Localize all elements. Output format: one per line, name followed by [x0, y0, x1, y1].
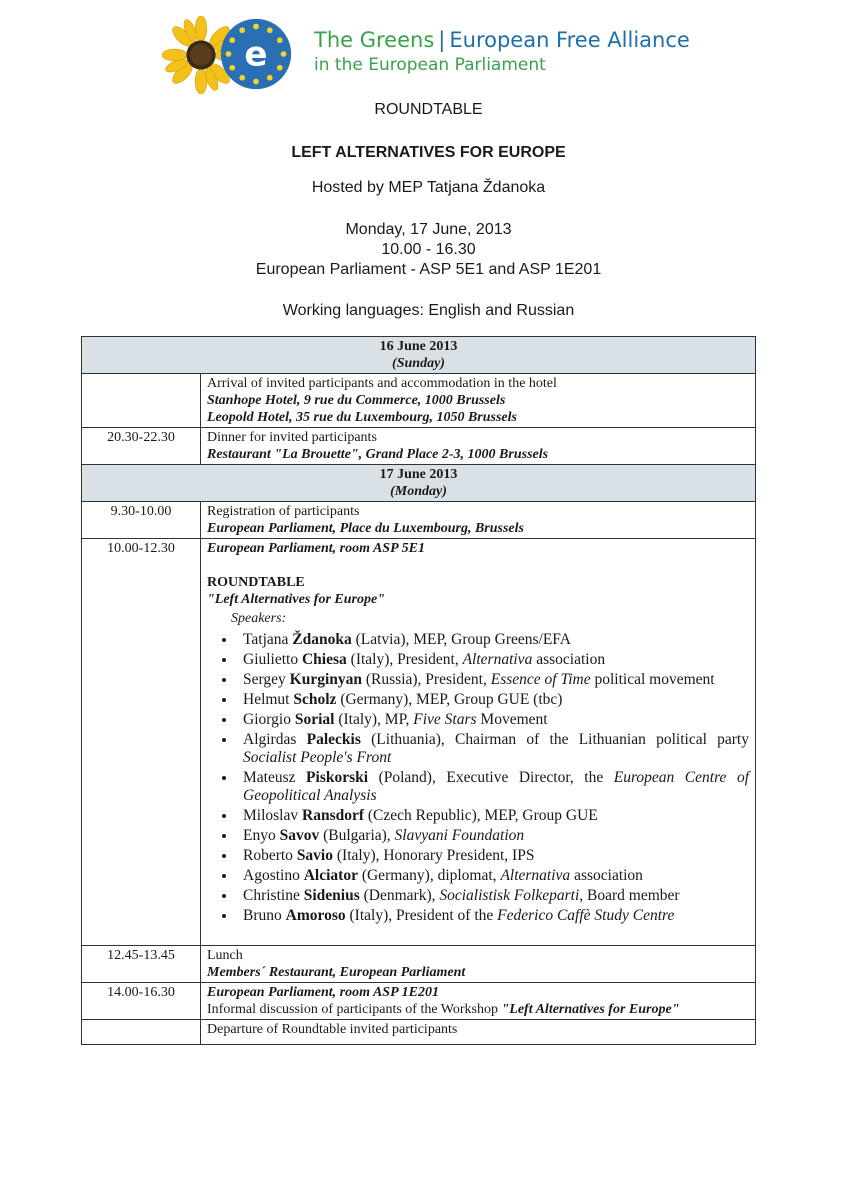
speaker-first-name: Giulietto — [243, 651, 299, 668]
speaker-last-name: Paleckis — [306, 731, 361, 748]
event-title: LEFT ALTERNATIVES FOR EUROPE — [291, 144, 566, 161]
day-header-row — [82, 337, 756, 374]
speaker-affiliation: (Czech Republic), MEP, Group GUE — [364, 807, 598, 824]
speaker-item — [237, 691, 749, 709]
speaker-organisation: Federico Caffè Study Centre — [497, 907, 675, 924]
speaker-item — [237, 907, 749, 925]
day-header — [82, 337, 756, 374]
time-cell — [82, 1020, 201, 1045]
speaker-first-name: Giorgio — [243, 711, 291, 728]
logo-wordmark — [314, 28, 690, 75]
speaker-first-name: Algirdas — [243, 731, 297, 748]
activity-cell — [201, 946, 756, 983]
speaker-item — [237, 827, 749, 845]
day-header — [82, 465, 756, 502]
event-date-block — [0, 220, 857, 280]
time-cell: 9.30-10.00 — [82, 502, 201, 539]
speaker-first-name: Christine — [243, 887, 300, 904]
time-cell — [82, 374, 201, 428]
activity-cell — [201, 428, 756, 465]
brand-separator: | — [438, 28, 446, 52]
brand-greens: The Greens — [314, 28, 435, 52]
speaker-affiliation: (Italy), Honorary President, IPS — [333, 847, 535, 864]
speaker-organisation: Socialist People's Front — [243, 749, 392, 766]
day-weekday: (Monday) — [390, 484, 447, 499]
activity-cell — [201, 983, 756, 1020]
speaker-last-name: Piskorski — [306, 769, 369, 786]
speaker-list — [207, 631, 749, 925]
activity-text: Arrival of invited participants and accommodation in the hotel — [207, 376, 557, 391]
room-label: European Parliament, room ASP 1E201 — [207, 985, 439, 1000]
speakers-label: Speakers: — [231, 611, 287, 626]
day-date: 16 June 2013 — [379, 339, 458, 354]
speaker-last-name: Ždanoka — [292, 631, 352, 648]
speaker-first-name: Sergey — [243, 671, 286, 688]
event-kicker: ROUNDTABLE — [374, 101, 483, 118]
event-languages: Working languages: English and Russian — [282, 302, 575, 319]
speaker-affiliation: (Italy), MP, — [334, 711, 414, 728]
speaker-affiliation: (Latvia), MEP, Group Greens/EFA — [351, 631, 571, 648]
speaker-last-name: Sorial — [294, 711, 335, 728]
speaker-first-name: Bruno — [243, 907, 282, 924]
activity-text — [207, 1001, 749, 1018]
time-cell: 20.30-22.30 — [82, 428, 201, 465]
time-cell: 10.00-12.30 — [82, 539, 201, 946]
speaker-affiliation-end: , Board member — [579, 887, 680, 904]
time-cell: 12.45-13.45 — [82, 946, 201, 983]
session-label: ROUNDTABLE — [207, 575, 305, 590]
event-host: Hosted by MEP Tatjana Ždanoka — [311, 179, 546, 196]
speaker-affiliation: (Denmark), — [359, 887, 440, 904]
speaker-first-name: Roberto — [243, 847, 293, 864]
speaker-item — [237, 847, 749, 865]
venue-address: European Parliament, Place du Luxembourg, Brussels — [207, 521, 524, 536]
speaker-item — [237, 731, 749, 767]
speaker-organisation: Alternativa — [462, 651, 533, 668]
speaker-affiliation: (Germany), MEP, Group GUE (tbc) — [336, 691, 563, 708]
speaker-item — [237, 651, 749, 669]
event-time: 10.00 - 16.30 — [381, 241, 476, 258]
speaker-last-name: Scholz — [293, 691, 337, 708]
activity-text: Departure of Roundtable invited participants — [207, 1022, 458, 1037]
activity-cell — [201, 539, 756, 946]
speaker-last-name: Chiesa — [301, 651, 347, 668]
speaker-affiliation: (Italy), President, — [346, 651, 463, 668]
speaker-organisation: Slavyani Foundation — [394, 827, 525, 844]
speaker-first-name: Tatjana — [243, 631, 289, 648]
speaker-item — [237, 807, 749, 825]
speaker-organisation: Five Stars — [413, 711, 477, 728]
activity-text: Dinner for invited participants — [207, 430, 377, 445]
workshop-text: Informal discussion of participants of the Workshop — [207, 1002, 502, 1017]
speaker-item — [237, 631, 749, 649]
speaker-first-name: Miloslav — [243, 807, 299, 824]
speaker-affiliation: (Russia), President, — [362, 671, 491, 688]
day-date: 17 June 2013 — [379, 467, 458, 482]
speaker-affiliation-end: political movement — [590, 671, 715, 688]
table-row — [82, 946, 756, 983]
activity-text: Registration of participants — [207, 504, 360, 519]
hotel-address: Stanhope Hotel, 9 rue du Commerce, 1000 Brussels — [207, 393, 506, 408]
day-weekday: (Sunday) — [392, 356, 445, 371]
speaker-first-name: Agostino — [243, 867, 300, 884]
table-row — [82, 374, 756, 428]
table-row — [82, 428, 756, 465]
speaker-last-name: Amoroso — [285, 907, 346, 924]
greens-efa-logo — [160, 14, 720, 94]
activity-cell — [201, 502, 756, 539]
speaker-last-name: Savov — [279, 827, 320, 844]
venue-address: Restaurant "La Brouette", Grand Place 2-3, 1000 Brussels — [207, 447, 549, 462]
activity-text: Lunch — [207, 948, 243, 963]
speaker-last-name: Kurginyan — [289, 671, 362, 688]
speaker-item — [237, 711, 749, 729]
brand-efa: European Free Alliance — [449, 28, 690, 52]
room-label: European Parliament, room ASP 5E1 — [207, 541, 425, 556]
workshop-title: "Left Alternatives for Europe" — [501, 1002, 680, 1017]
hotel-address: Leopold Hotel, 35 rue du Luxembourg, 1050 Brussels — [207, 410, 517, 425]
table-row — [82, 539, 756, 946]
speaker-first-name: Enyo — [243, 827, 276, 844]
speaker-item — [237, 867, 749, 885]
event-venue: European Parliament - ASP 5E1 and ASP 1E201 — [255, 261, 602, 278]
speaker-item — [237, 769, 749, 805]
event-date: Monday, 17 June, 2013 — [345, 221, 512, 238]
speaker-last-name: Savio — [296, 847, 333, 864]
speaker-last-name: Sidenius — [303, 887, 360, 904]
speaker-last-name: Alciator — [303, 867, 358, 884]
speaker-affiliation: (Italy), President of the — [345, 907, 498, 924]
speaker-first-name: Helmut — [243, 691, 290, 708]
table-row — [82, 502, 756, 539]
activity-cell — [201, 374, 756, 428]
svg-text:e: e — [244, 34, 268, 75]
table-row — [82, 1020, 756, 1045]
speaker-organisation: Alternativa — [500, 867, 571, 884]
speaker-first-name: Mateusz — [243, 769, 296, 786]
speaker-affiliation-end: association — [570, 867, 643, 884]
table-row — [82, 983, 756, 1020]
efa-star-circle-icon — [218, 16, 294, 92]
speaker-organisation: Socialistisk Folkeparti — [439, 887, 580, 904]
time-cell: 14.00-16.30 — [82, 983, 201, 1020]
activity-cell — [201, 1020, 756, 1045]
speaker-affiliation-end: association — [532, 651, 606, 668]
speaker-last-name: Ransdorf — [302, 807, 365, 824]
speaker-organisation: Essence of Time — [490, 671, 591, 688]
speaker-item — [237, 671, 749, 689]
venue-address: Members´ Restaurant, European Parliament — [207, 965, 466, 980]
speaker-affiliation: (Poland), Executive Director, the — [368, 769, 614, 786]
day-header-row — [82, 465, 756, 502]
speaker-affiliation: (Bulgaria), — [319, 827, 395, 844]
speaker-affiliation: (Germany), diplomat, — [357, 867, 501, 884]
session-title: "Left Alternatives for Europe" — [207, 592, 385, 607]
speaker-affiliation: (Lithuania), Chairman of the Lithuanian political party — [360, 731, 749, 748]
brand-subline: in the European Parliament — [314, 55, 546, 75]
speaker-item — [237, 887, 749, 905]
programme-table — [81, 336, 756, 1045]
speaker-organisation: European Centre of Geopolitical Analysis — [243, 769, 749, 804]
speaker-affiliation-end: Movement — [476, 711, 548, 728]
